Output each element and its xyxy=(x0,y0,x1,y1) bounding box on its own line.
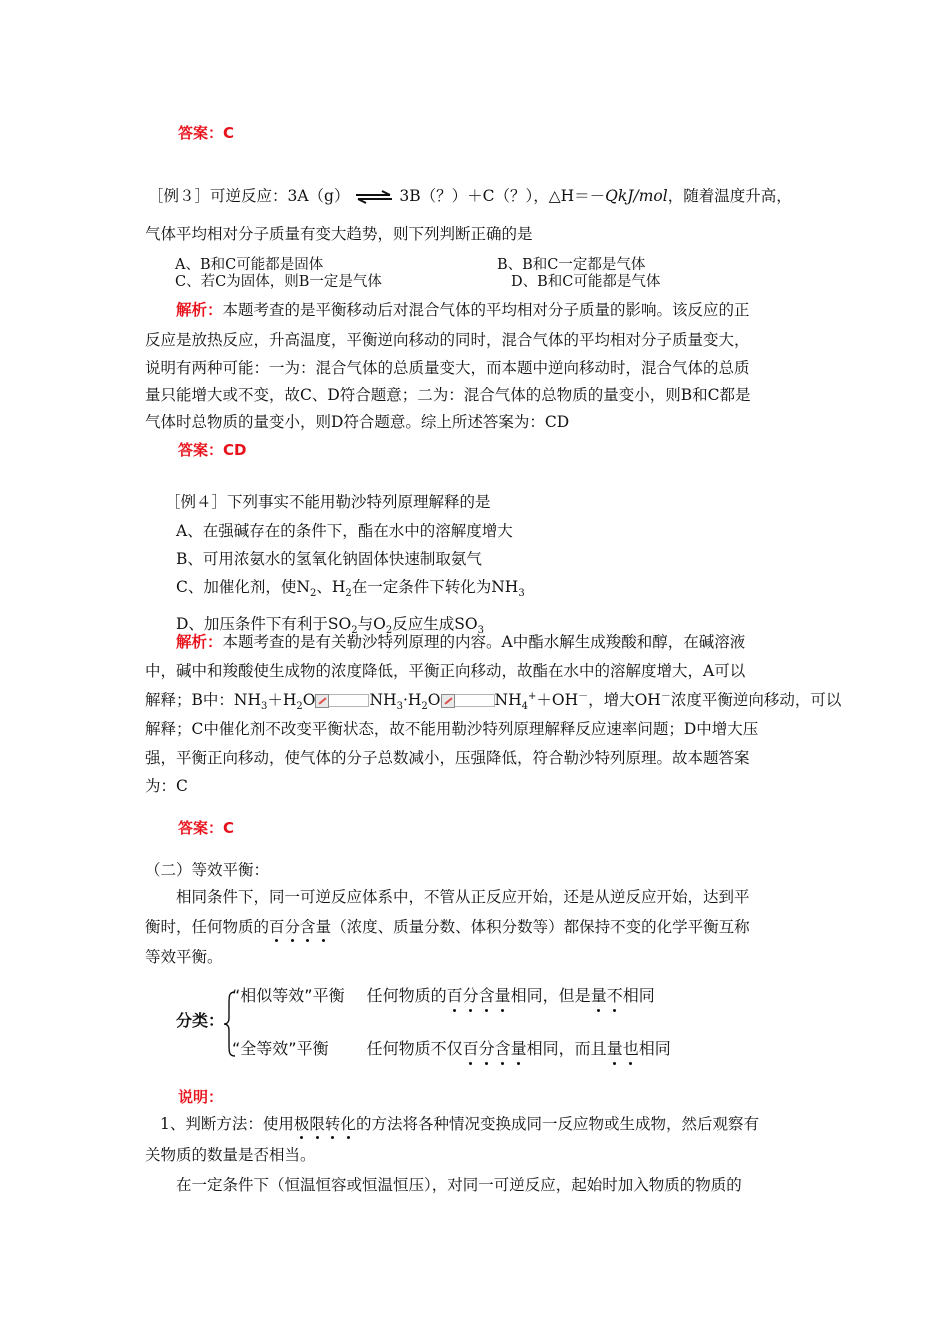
subscript: 2 xyxy=(296,701,303,713)
subscript: 3 xyxy=(518,588,525,600)
full-equivalence-label: “全等效”平衡 xyxy=(232,1039,329,1058)
analysis-text: O xyxy=(427,691,441,709)
subscript: 2 xyxy=(385,625,393,637)
option-b: B、B和C一定都是气体 xyxy=(497,257,646,273)
analysis-line3: 说明有两种可能：一为：混合气体的总质量变大，而本题中逆向移动时，混合气体的总质 xyxy=(145,359,750,377)
classification-label: 分类： xyxy=(176,1011,225,1030)
similar-equivalence-label: “相似等效”平衡 xyxy=(232,986,345,1005)
emphasis-text: 百分含量 xyxy=(462,1039,527,1058)
analysis-line1 xyxy=(176,632,745,652)
option-c-text: C、加催化剂，使N xyxy=(176,578,310,596)
classification-row-similar xyxy=(232,985,655,1007)
analysis-line5: 强，平衡正向移动，使气体的分子总数减小，压强降低，符合勒沙特列原理。故本题答案 xyxy=(145,749,750,767)
subscript: 3 xyxy=(396,701,403,713)
emphasis-text: 百分含量 xyxy=(446,986,511,1005)
analysis-line2: 中，碱中和羧酸使生成物的浓度降低，平衡正向移动，故酯在水中的溶解度增大，A可以 xyxy=(145,662,746,680)
analysis-text: ·H xyxy=(402,691,422,709)
section-heading: （二）等效平衡： xyxy=(145,861,270,879)
subscript: 3 xyxy=(260,701,268,713)
answer-label: 答案：C xyxy=(178,819,235,837)
answer-label: 答案：C xyxy=(178,124,235,142)
note-line3: 在一定条件下（恒温恒容或恒温恒压），对同一可逆反应，起始时加入物质的物质的 xyxy=(176,1176,742,1194)
analysis-text: 本题考查的是有关勒沙特列原理的内容。A中酯水解生成羧酸和醇，在碱溶液 xyxy=(222,633,746,651)
option-c xyxy=(176,577,525,600)
option-d-text: 与O xyxy=(357,615,386,633)
example3-tail: ，随着温度升高， xyxy=(667,187,792,205)
analysis-line4: 量只能增大或不变，故C、D符合题意；二为：混合气体的总物质的量变小，则B和C都是 xyxy=(145,386,751,404)
subscript: 2 xyxy=(351,625,358,637)
option-c: C、若C为固体，则B一定是气体 xyxy=(175,274,382,290)
subscript: 2 xyxy=(309,588,317,600)
analysis-line1 xyxy=(176,300,750,320)
broken-image-icon xyxy=(315,693,369,709)
note-line1 xyxy=(160,1114,759,1134)
answer-label: 答案：CD xyxy=(178,441,247,459)
emphasis-text: 百分含量 xyxy=(269,918,332,936)
paragraph-text: 衡时，任何物质的 xyxy=(145,918,270,936)
subscript: 2 xyxy=(345,588,352,600)
option-d xyxy=(176,614,484,637)
example3-post: 3B（？）＋C（？），△H＝－ xyxy=(399,187,606,205)
analysis-line5: 气体时总物质的量变小，则D符合题意。综上所述答案为：CD xyxy=(145,413,570,431)
superscript: － xyxy=(578,690,589,702)
analysis-text: 浓度平衡逆向移动，可以 xyxy=(670,691,842,709)
option-d-text: D、加压条件下有利于SO xyxy=(176,615,352,633)
emphasis-text: 极限转化 xyxy=(293,1115,356,1133)
classification-row-full xyxy=(232,1038,671,1060)
section-paragraph-line2 xyxy=(145,917,750,937)
subscript: 4 xyxy=(521,701,528,713)
row-text: 任何物质的 xyxy=(366,986,447,1005)
option-c-text: 、H xyxy=(316,578,346,596)
analysis-text: ＋OH xyxy=(536,691,579,709)
option-d-text: 反应生成SO xyxy=(392,615,478,633)
subscript: 3 xyxy=(477,625,484,637)
analysis-line4: 解释；C中催化剂不改变平衡状态，故不能用勒沙特列原理解释反应速率问题；D中增大压 xyxy=(145,720,759,738)
row-text: 相同 xyxy=(638,1039,671,1058)
example3-line2: 气体平均相对分子质量有变大趋势，则下列判断正确的是 xyxy=(145,225,533,243)
analysis-text: 本题考查的是平衡移动后对混合气体的平均相对分子质量的影响。该反应的正 xyxy=(222,301,750,319)
example3-stem xyxy=(148,186,792,206)
enthalpy-value: QkJ/mol xyxy=(605,187,668,205)
equilibrium-arrow-icon xyxy=(354,190,394,204)
option-c-text: 在一定条件下转化为NH xyxy=(351,578,519,596)
broken-image-icon xyxy=(441,693,495,709)
paragraph-text: （浓度、质量分数、体积分数等）都保持不变的化学平衡互称 xyxy=(331,918,750,936)
analysis-line2: 反应是放热反应，升高温度，平衡逆向移动的同时，混合气体的平均相对分子质量变大， xyxy=(145,331,750,349)
row-text: 相同 xyxy=(622,986,655,1005)
emphasis-text: 量也 xyxy=(606,1039,639,1058)
row-text: 任何物质不仅 xyxy=(366,1039,463,1058)
analysis-text: NH xyxy=(494,691,522,709)
analysis-line3 xyxy=(145,690,842,713)
emphasis-text: 量不 xyxy=(590,986,623,1005)
analysis-text: ，增大OH xyxy=(588,691,661,709)
row-text: 相同，但是 xyxy=(510,986,591,1005)
analysis-text: O xyxy=(302,691,316,709)
section-paragraph-line3: 等效平衡。 xyxy=(145,948,223,966)
analysis-text: 解释；B中：NH xyxy=(145,691,261,709)
analysis-label: 解析： xyxy=(176,301,223,319)
superscript: － xyxy=(660,690,671,702)
example3-pre: ［例３］可逆反应：3A（g） xyxy=(148,187,350,205)
note-text: 1、判断方法：使用 xyxy=(160,1115,294,1133)
example4-title: ［例４］下列事实不能用勒沙特列原理解释的是 xyxy=(165,493,491,511)
note-line2: 关物质的数量是否相当。 xyxy=(145,1146,316,1164)
option-b: B、可用浓氨水的氢氧化钠固体快速制取氨气 xyxy=(176,550,482,568)
note-heading: 说明： xyxy=(178,1088,224,1106)
section-paragraph-line1: 相同条件下，同一可逆反应体系中，不管从正反应开始，还是从逆反应开始，达到平 xyxy=(176,888,750,906)
row-text: 相同，而且 xyxy=(526,1039,607,1058)
superscript: + xyxy=(527,690,537,702)
option-a: A、在强碱存在的条件下，酯在水中的溶解度增大 xyxy=(176,522,513,540)
analysis-label: 解析： xyxy=(176,633,223,651)
analysis-line6: 为：C xyxy=(145,777,188,795)
analysis-text: NH xyxy=(369,691,397,709)
option-a: A、B和C可能都是固体 xyxy=(175,257,324,273)
analysis-text: ＋H xyxy=(267,691,297,709)
option-d: D、B和C可能都是气体 xyxy=(511,274,661,290)
note-text: 的方法将各种情况变换成同一反应物或生成物，然后观察有 xyxy=(355,1115,759,1133)
subscript: 2 xyxy=(421,701,428,713)
